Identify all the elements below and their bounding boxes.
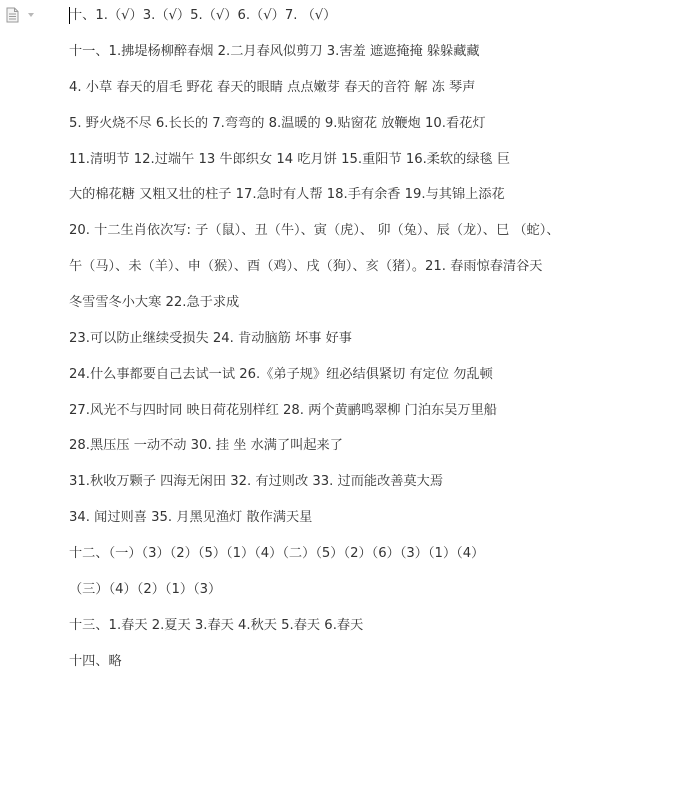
answer-line-13: 十三、1.春天 2.夏天 3.春天 4.秋天 5.春天 6.春天 — [69, 618, 364, 633]
answer-line-14: 十四、略 — [69, 654, 122, 669]
answer-line-11-27: 27.风光不与四时同 映日荷花别样红 28. 两个黄鹂鸣翠柳 门泊东吴万里船 — [69, 403, 497, 418]
answer-line-11-5: 5. 野火烧不尽 6.长长的 7.弯弯的 8.温暖的 9.贴窗花 放鞭炮 10.看花灯 — [69, 116, 486, 131]
answer-line-11-11: 11.清明节 12.过端午 13 牛郎织女 14 吃月饼 15.重阳节 16.柔软的绿毯 巨 — [69, 152, 511, 167]
answer-line-11-24: 24.什么事都要自己去试一试 26.《弟子规》纽必结俱紧切 有定位 勿乱顿 — [69, 367, 493, 382]
answer-line-10: 十、1.（√）3.（√）5.（√）6.（√）7. （√） — [69, 8, 337, 23]
answer-line-11-16b: 大的棉花糖 又粗又壮的柱子 17.急时有人帮 18.手有余香 19.与其锦上添花 — [69, 187, 505, 202]
answer-line-11-34: 34. 闻过则喜 35. 月黑见渔灯 散作满天星 — [69, 510, 313, 525]
answer-line-11-20b: 午（马）、未（羊）、申（猴）、酉（鸡）、戌（狗）、亥（猪）。21. 春雨惊春清谷天 — [69, 259, 543, 274]
answer-line-11-28: 28.黑压压 一动不动 30. 挂 坐 水满了叫起来了 — [69, 438, 343, 453]
answer-line-11-31: 31.秋收万颗子 四海无闲田 32. 有过则改 33. 过而能改善莫大焉 — [69, 474, 444, 489]
answer-line-11: 十一、1.拂堤杨柳醉春烟 2.二月春风似剪刀 3.害羞 遮遮掩掩 躲躲藏藏 — [69, 44, 480, 59]
chevron-down-icon[interactable] — [28, 13, 34, 17]
answer-line-11-4: 4. 小草 春天的眉毛 野花 春天的眼睛 点点嫩芽 春天的音符 解 冻 琴声 — [69, 80, 476, 95]
gutter-controls — [6, 7, 34, 23]
answer-line-11-21b: 冬雪雪冬小大寒 22.急于求成 — [69, 295, 240, 310]
answer-line-11-20: 20. 十二生肖依次写: 子（鼠）、丑（牛）、寅（虎）、 卯（兔）、辰（龙）、巳 （蛇）、 — [69, 223, 560, 238]
answer-line-12: 十二、（一）（3）（2）（5）（1）（4）（二）（5）（2）（6）（3）（1）（4） — [69, 546, 485, 561]
answer-line-11-23: 23.可以防止继续受损失 24. 肯动脑筋 坏事 好事 — [69, 331, 352, 346]
document-icon[interactable] — [6, 7, 19, 23]
answer-line-12b: （三）（4）（2）（1）（3） — [69, 582, 222, 597]
